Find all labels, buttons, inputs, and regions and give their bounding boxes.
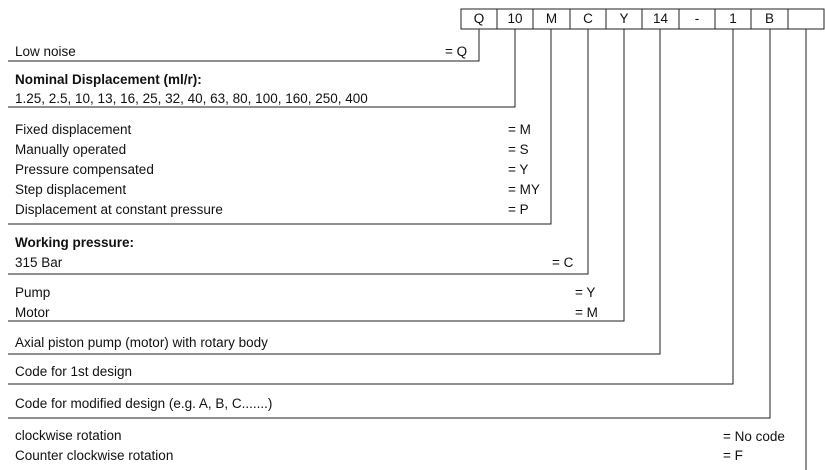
code-box-3: M	[545, 11, 558, 26]
rotation-code-counter: = F	[723, 448, 743, 463]
control-label-constant-pressure: Displacement at constant pressure	[15, 202, 223, 217]
leader-noise	[8, 29, 479, 61]
code-box-7: -	[694, 11, 700, 26]
code-box-9: B	[764, 11, 774, 26]
pressure-title: Working pressure:	[15, 235, 135, 250]
control-label-step: Step displacement	[15, 182, 127, 197]
function-code-motor: = M	[575, 305, 598, 320]
code-box-1: Q	[473, 11, 485, 26]
control-code-manual: = S	[508, 142, 529, 157]
rotation-code-clockwise: = No code	[723, 429, 785, 444]
function-label-pump: Pump	[15, 285, 51, 300]
code-box-2: 10	[507, 11, 523, 26]
control-label-manual: Manually operated	[15, 142, 127, 157]
pressure-code: = C	[552, 255, 574, 270]
type-label: Axial piston pump (motor) with rotary body	[15, 335, 268, 350]
function-code-pump: = Y	[575, 285, 596, 300]
noise-code: = Q	[445, 44, 468, 59]
pressure-label: 315 Bar	[15, 255, 63, 270]
modified-design-label: Code for modified design (e.g. A, B, C.......)	[15, 396, 273, 411]
control-label-pressure-comp: Pressure compensated	[15, 162, 154, 177]
displacement-title: Nominal Displacement (ml/r):	[15, 72, 202, 87]
code-box-5: Y	[619, 11, 629, 26]
control-label-fixed: Fixed displacement	[15, 122, 132, 137]
design-label: Code for 1st design	[15, 364, 133, 379]
noise-label: Low noise	[15, 44, 76, 59]
displacement-values: 1.25, 2.5, 10, 13, 16, 25, 32, 40, 63, 80, 100, 160, 250, 400	[15, 91, 368, 106]
code-box-8: 1	[729, 11, 737, 26]
control-code-step: = MY	[508, 182, 540, 197]
code-box-10	[788, 9, 824, 29]
rotation-label-counter: Counter clockwise rotation	[15, 448, 174, 463]
rotation-label-clockwise: clockwise rotation	[15, 428, 122, 443]
control-code-constant-pressure: = P	[508, 202, 529, 217]
code-box-4: C	[583, 11, 593, 26]
function-label-motor: Motor	[15, 305, 50, 320]
code-box-6: 14	[652, 11, 669, 26]
control-code-pressure-comp: = Y	[508, 162, 529, 177]
control-code-fixed: = M	[508, 122, 531, 137]
